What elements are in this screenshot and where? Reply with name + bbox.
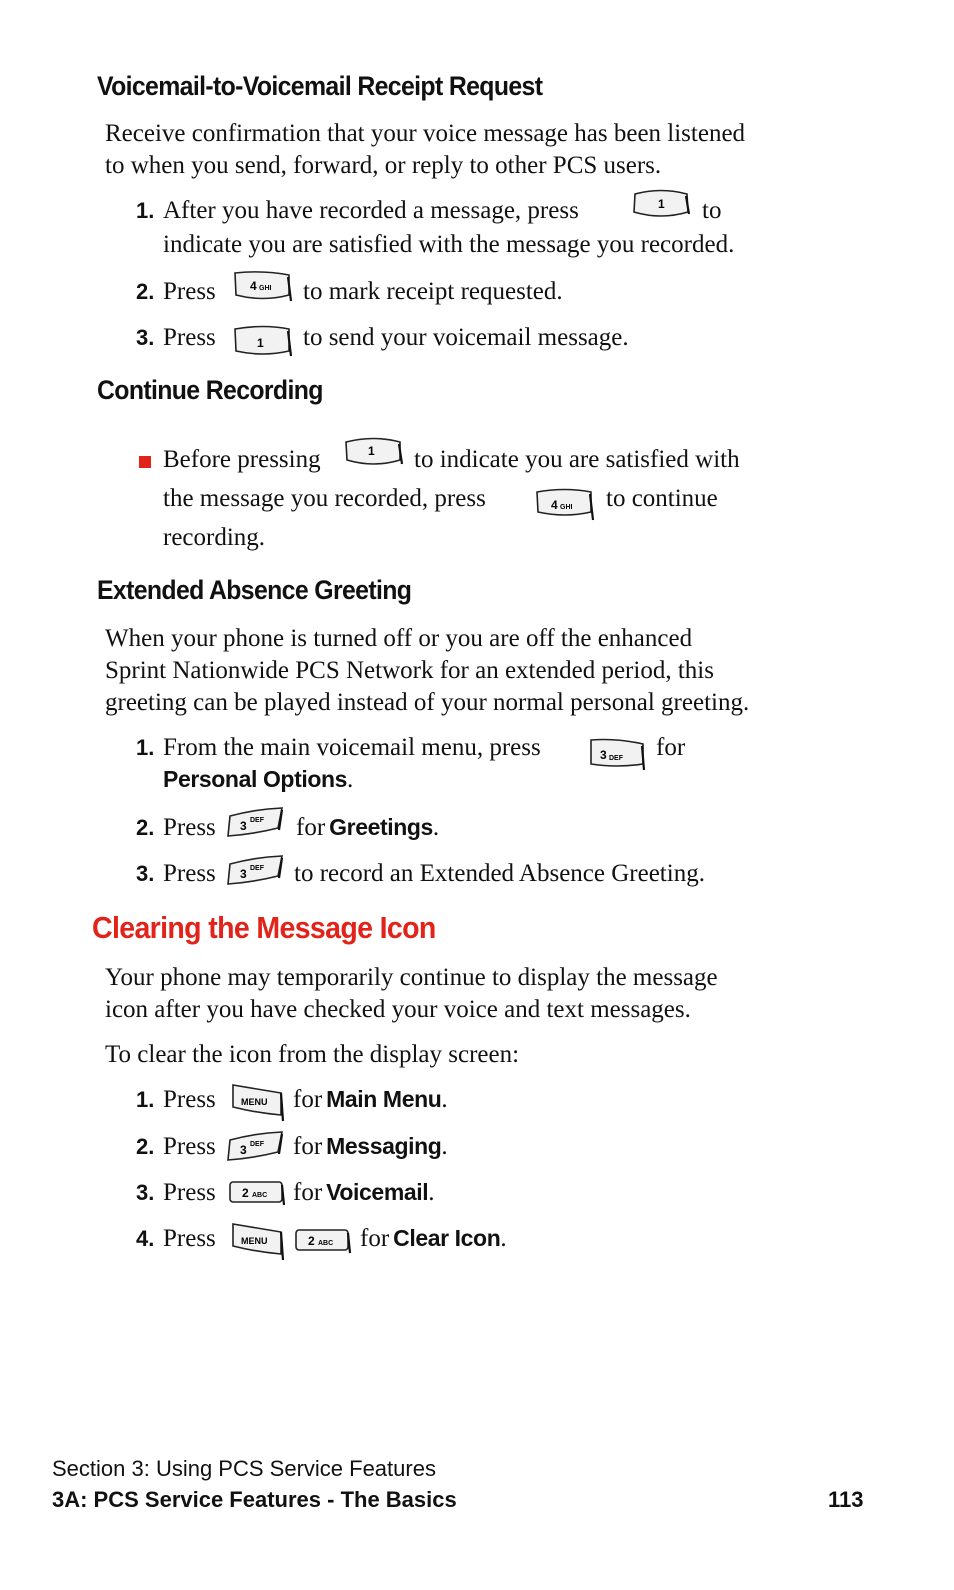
step-text: From the main voicemail menu, press: [163, 734, 541, 761]
key-sublabel: ABC: [318, 1240, 334, 1247]
step-text: indicate you are satisfied with the message you recorded.: [163, 231, 735, 258]
key-label: 4: [250, 279, 257, 293]
menu-option-label: Messaging: [326, 1133, 442, 1159]
key-sublabel: GHI: [560, 504, 573, 511]
bullet-marker: [139, 456, 151, 468]
clearing-intro-line-2: icon after you have checked your voice and text messages.: [105, 996, 691, 1023]
step-continuation: [296, 812, 439, 844]
section-heading-receipt: Voicemail-to-Voicemail Receipt Request: [97, 71, 543, 101]
key-sublabel: DEF: [250, 865, 264, 872]
key-sublabel: ABC: [252, 1192, 268, 1199]
receipt-intro-line-2: to when you send, forward, or reply to other PCS users.: [105, 152, 662, 179]
key-3-icon: [226, 1130, 286, 1166]
key-2-icon: [294, 1227, 352, 1255]
bullet-text: recording.: [163, 524, 266, 551]
key-2-icon: [228, 1179, 286, 1207]
step-number: 1.: [136, 1087, 155, 1112]
key-label: 3: [600, 748, 607, 762]
step-number: 2.: [136, 279, 155, 304]
step-text: to mark receipt requested.: [303, 278, 563, 305]
step-text: After you have recorded a message, press: [163, 197, 579, 224]
step-text: for: [296, 814, 326, 841]
key-3-icon: [588, 738, 646, 772]
step-text: Press: [163, 1086, 216, 1113]
menu-option-label: Voicemail: [326, 1179, 429, 1205]
menu-key-icon: [229, 1220, 285, 1262]
menu-key-icon: [229, 1081, 285, 1123]
section-heading-continue: Continue Recording: [97, 375, 323, 405]
step-number: 3.: [136, 325, 155, 350]
step-text: for: [293, 1133, 323, 1160]
clearing-intro-line-1: Your phone may temporarily continue to display the message: [105, 964, 718, 991]
key-label: 2: [308, 1234, 315, 1248]
key-3-icon: [226, 854, 286, 890]
step-text: .: [441, 1086, 448, 1113]
key-label: 1: [658, 197, 665, 211]
step-text: .: [432, 814, 440, 841]
step-text: Press: [163, 1133, 216, 1160]
step-text: Press: [163, 814, 216, 841]
bullet-text: to continue: [606, 485, 718, 512]
footer-section: Section 3: Using PCS Service Features: [52, 1456, 436, 1481]
step-text: for: [360, 1225, 390, 1252]
key-label: 2: [242, 1186, 249, 1200]
page-number: 113: [828, 1487, 864, 1512]
clearing-intro-2: To clear the icon from the display screen:: [105, 1041, 520, 1068]
section-heading-absence: Extended Absence Greeting: [97, 575, 412, 605]
key-1-icon: [632, 188, 690, 222]
footer-chapter: 3A: PCS Service Features - The Basics: [52, 1487, 457, 1512]
step-text: Press: [163, 1179, 216, 1206]
step-number: 2.: [136, 1134, 155, 1159]
key-sublabel: DEF: [609, 755, 623, 762]
step-text: .: [428, 1179, 435, 1206]
key-label: MENU: [241, 1097, 268, 1107]
step-continuation: [293, 1084, 448, 1116]
key-1-icon: [233, 323, 293, 359]
step-continuation: [293, 1131, 448, 1163]
step-continuation: [360, 1223, 507, 1255]
menu-option-label: Greetings: [329, 814, 433, 840]
menu-option-label: Personal Options: [163, 766, 348, 792]
key-4-icon: [233, 271, 293, 305]
key-label: 3: [240, 819, 247, 833]
key-label: 1: [368, 444, 375, 458]
key-sublabel: DEF: [250, 1141, 264, 1148]
absence-intro-line-2: Sprint Nationwide PCS Network for an extended period, this: [105, 657, 714, 684]
step-text: for: [293, 1179, 323, 1206]
step-text: Press: [163, 860, 216, 887]
step-number: 3.: [136, 1180, 155, 1205]
key-sublabel: GHI: [259, 285, 272, 292]
key-4-icon: [535, 486, 595, 522]
step-number: 1.: [136, 735, 155, 760]
key-label: 3: [240, 1143, 247, 1157]
step-text: .: [500, 1225, 507, 1252]
step-text: for: [656, 734, 686, 761]
step-continuation: [293, 1177, 435, 1209]
step-text: .: [441, 1133, 448, 1160]
step-text: Press: [163, 1225, 216, 1252]
receipt-intro-line-1: Receive confirmation that your voice message has been listened: [105, 120, 746, 147]
key-sublabel: DEF: [250, 817, 264, 824]
key-label: 3: [240, 867, 247, 881]
step-text: Press: [163, 278, 216, 305]
step-text: to send your voicemail message.: [303, 324, 629, 351]
step-text: to: [702, 197, 722, 224]
absence-intro-line-1: When your phone is turned off or you are off the enhanced: [105, 625, 693, 652]
step-number: 3.: [136, 861, 155, 886]
step-number: 2.: [136, 815, 155, 840]
menu-option-label: Main Menu: [326, 1086, 442, 1112]
key-label: MENU: [241, 1236, 268, 1246]
step-number: 4.: [136, 1226, 155, 1251]
key-label: 1: [257, 336, 264, 350]
step-text: to record an Extended Absence Greeting.: [294, 860, 705, 887]
step-continuation: [163, 764, 353, 796]
bullet-text: to indicate you are satisfied with: [414, 446, 740, 473]
step-text: Press: [163, 324, 216, 351]
absence-intro-line-3: greeting can be played instead of your normal personal greeting.: [105, 689, 750, 716]
section-heading-clearing: Clearing the Message Icon: [92, 910, 436, 945]
step-text: for: [293, 1086, 323, 1113]
key-label: 4: [551, 498, 558, 512]
menu-option-label: Clear Icon: [393, 1225, 501, 1251]
bullet-text: the message you recorded, press: [163, 485, 486, 512]
bullet-text: Before pressing: [163, 446, 321, 473]
step-number: 1.: [136, 198, 155, 223]
key-3-icon: [226, 806, 286, 842]
key-1-icon: [344, 436, 404, 470]
step-text: .: [347, 766, 354, 793]
